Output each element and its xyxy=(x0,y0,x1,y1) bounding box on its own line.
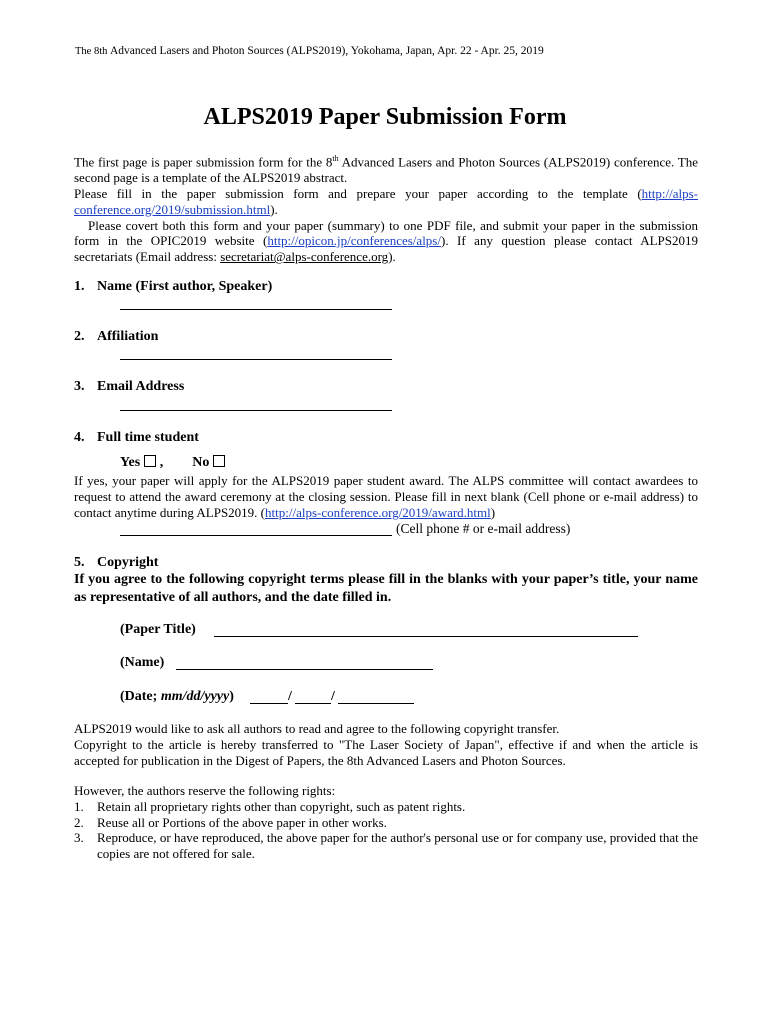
email-field[interactable] xyxy=(120,410,392,411)
section-copyright: 5. Copyright xyxy=(74,555,159,570)
transfer-paragraph-1: ALPS2019 would like to ask all authors to read and agree to the following copyright transfer. xyxy=(74,721,560,736)
affiliation-field[interactable] xyxy=(120,359,392,360)
list-item: 2. Reuse all or Portions of the above paper in other works. xyxy=(74,814,387,830)
copyright-instruction: If you agree to the following copyright terms please fill in the blanks with your paper’s title, your name as representative of all authors, and the date filled in. xyxy=(74,572,698,605)
transfer-block xyxy=(74,721,698,768)
intro-paragraph-1: The first page is paper submission form for the 8th Advanced Lasers and Photon Sources (ALPS2019) conference. The second page is a template of the ALPS2019 abstract. xyxy=(74,154,698,186)
opic-link[interactable]: http://opicon.jp/conferences/alps/ xyxy=(267,233,441,249)
secretariat-email[interactable]: secretariat@alps-conference.org xyxy=(220,249,389,265)
yes-label: Yes xyxy=(120,455,141,470)
date-year-field[interactable] xyxy=(338,703,414,704)
author-name-field[interactable] xyxy=(176,669,433,670)
author-name-label: (Name) xyxy=(120,655,165,670)
contact-hint: (Cell phone # or e-mail address) xyxy=(396,521,571,536)
no-checkbox[interactable] xyxy=(213,455,225,467)
section-student: 4. Full time student xyxy=(74,430,199,445)
intro-paragraph-3: Please covert both this form and your paper (summary) to one PDF file, and submit your paper in the submission form in the OPIC2019 website (http://opicon.jp/conferences/alps/). If any question please contact ALPS2019 secretariats (Email address: secretariat@alps-conference.org). xyxy=(74,217,699,265)
date-month-field[interactable] xyxy=(250,703,288,704)
page-title: ALPS2019 Paper Submission Form xyxy=(203,104,567,130)
list-item: 1. Retain all proprietary rights other than copyright, such as patent rights. xyxy=(74,798,466,814)
paper-title-field[interactable] xyxy=(214,636,638,637)
yes-checkbox[interactable] xyxy=(144,455,156,467)
no-label: No xyxy=(192,455,210,470)
rights-intro: However, the authors reserve the following rights: xyxy=(74,783,336,798)
transfer-paragraph-2: Copyright to the article is hereby transferred to "The Laser Society of Japan", effective if and when the article is accepted for publication in the Digest of Papers, the 8th Advanced Lasers and Photon Sources. xyxy=(74,736,698,768)
award-link[interactable]: http://alps-conference.org/2019/award.html xyxy=(265,504,491,520)
paper-title-label: (Paper Title) xyxy=(120,622,196,637)
section-affiliation: 2. Affiliation xyxy=(74,329,159,344)
submission-link[interactable]: http://alps-conference.org/2019/submission.html xyxy=(74,185,698,217)
running-header xyxy=(75,45,544,57)
list-item: 3. Reproduce, or have reproduced, the above paper for the author's personal use or for company use, provided that the copies are not offered for sale. xyxy=(74,830,698,862)
date-day-field[interactable] xyxy=(295,703,331,704)
name-field[interactable] xyxy=(120,309,392,310)
header-prefix: The 8th xyxy=(75,46,108,57)
contact-field[interactable] xyxy=(120,535,392,536)
date-slash-1: / xyxy=(288,689,292,704)
date-slash-2: / xyxy=(331,689,335,704)
date-label: (Date; mm/dd/yyyy) xyxy=(120,689,234,704)
intro-paragraph-2: Please fill in the paper submission form and prepare your paper according to the template (http://alps-conference.org/2019/submission.html). xyxy=(74,185,698,217)
rights-list xyxy=(74,783,698,862)
student-award-text: If yes, your paper will apply for the ALPS2019 paper student award. The ALPS committee will contact awardees to request to attend the award ceremony at the closing session. Please fill in next blank (Cell phone or e-mail address) to contact anytime during ALPS2019. (http://alps-conference.org/2019/award.html) xyxy=(74,473,698,520)
header-text: Advanced Lasers and Photon Sources (ALPS2019), Yokohama, Japan, Apr. 22 - Apr. 25, 2019 xyxy=(110,45,544,57)
section-email: 3. Email Address xyxy=(74,379,185,394)
student-choice: Yes , No xyxy=(120,455,225,471)
section-name: 1. Name (First author, Speaker) xyxy=(74,279,273,294)
intro-block xyxy=(74,151,698,265)
